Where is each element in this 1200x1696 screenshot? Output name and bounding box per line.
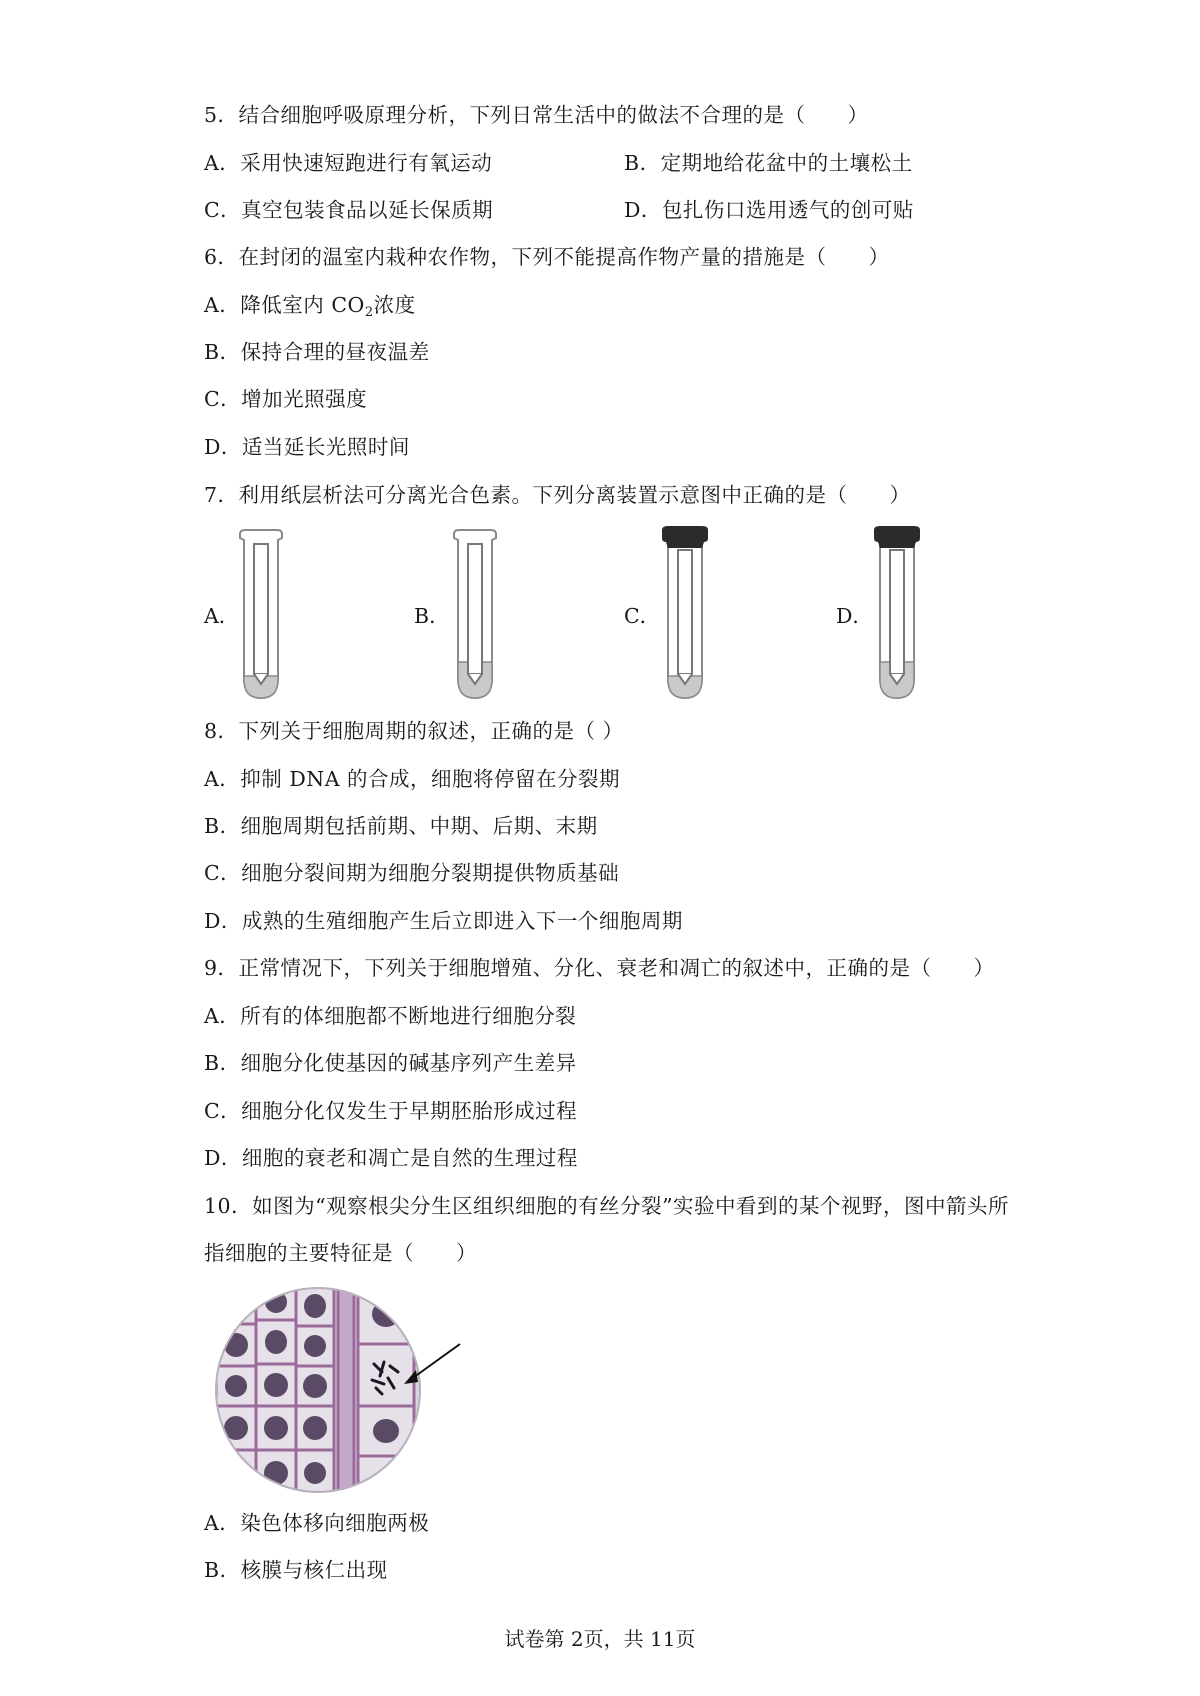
q7-option-a-label: A． (204, 604, 240, 628)
q8-option-d: D．成熟的生殖细胞产生后立即进入下一个细胞周期 (204, 909, 683, 933)
q7-stem: 7．利用纸层析法可分离光合色素。下列分离装置示意图中正确的是（ ） (204, 483, 911, 507)
q10-stem-line2: 指细胞的主要特征是（ ） (204, 1241, 477, 1265)
q6-option-c: C．增加光照强度 (204, 387, 368, 411)
q8-option-a: A．抑制 DNA 的合成，细胞将停留在分裂期 (204, 767, 621, 791)
q7-option-d-label: D． (836, 604, 873, 628)
q6-option-d: D．适当延长光照时间 (204, 435, 410, 459)
q5-option-a: A．采用快速短跑进行有氧运动 (204, 151, 493, 175)
q5-option-c: C．真空包装食品以延长保质期 (204, 198, 494, 222)
q6-option-b: B．保持合理的昼夜温差 (204, 340, 430, 364)
q5-stem: 5．结合细胞呼吸原理分析，下列日常生活中的做法不合理的是（ ） (204, 103, 869, 127)
test-tube-c-icon (660, 526, 710, 704)
q8-option-c: C．细胞分裂间期为细胞分裂期提供物质基础 (204, 861, 620, 885)
q9-option-c: C．细胞分化仅发生于早期胚胎形成过程 (204, 1099, 578, 1123)
q10-stem-line1: 10．如图为“观察根尖分生区组织细胞的有丝分裂”实验中看到的某个视野，图中箭头所 (204, 1194, 1010, 1218)
q5-option-d: D．包扎伤口选用透气的创可贴 (624, 198, 914, 222)
q10-option-b: B．核膜与核仁出现 (204, 1558, 388, 1582)
test-tube-b-icon (450, 528, 500, 704)
q9-option-b: B．细胞分化使基因的碱基序列产生差异 (204, 1051, 577, 1075)
microscope-field-image (214, 1284, 464, 1496)
q6-option-a-prefix: A．降低室内 CO (204, 293, 365, 317)
q6-option-a (204, 290, 416, 328)
q6-option-a-suffix: 浓度 (373, 293, 416, 317)
q6-option-a-subscript: 2 (364, 305, 374, 320)
q10-option-a: A．染色体移向细胞两极 (204, 1511, 430, 1535)
q5-option-b: B．定期地给花盆中的土壤松土 (624, 151, 913, 175)
q8-stem: 8．下列关于细胞周期的叙述，正确的是（ ） (204, 719, 624, 743)
page-footer: 试卷第 2页，共 11页 (504, 1627, 696, 1651)
test-tube-a-icon (236, 528, 286, 704)
q8-option-b: B．细胞周期包括前期、中期、后期、末期 (204, 814, 598, 838)
test-tube-d-icon (872, 526, 922, 704)
q7-option-b-label: B． (414, 604, 450, 628)
q6-stem: 6．在封闭的温室内栽种农作物，下列不能提高作物产量的措施是（ ） (204, 245, 890, 269)
q9-option-a: A．所有的体细胞都不断地进行细胞分裂 (204, 1004, 577, 1028)
q7-option-c-label: C． (624, 604, 661, 628)
q9-option-d: D．细胞的衰老和凋亡是自然的生理过程 (204, 1146, 578, 1170)
q9-stem: 9．正常情况下，下列关于细胞增殖、分化、衰老和凋亡的叙述中，正确的是（ ） (204, 956, 995, 980)
